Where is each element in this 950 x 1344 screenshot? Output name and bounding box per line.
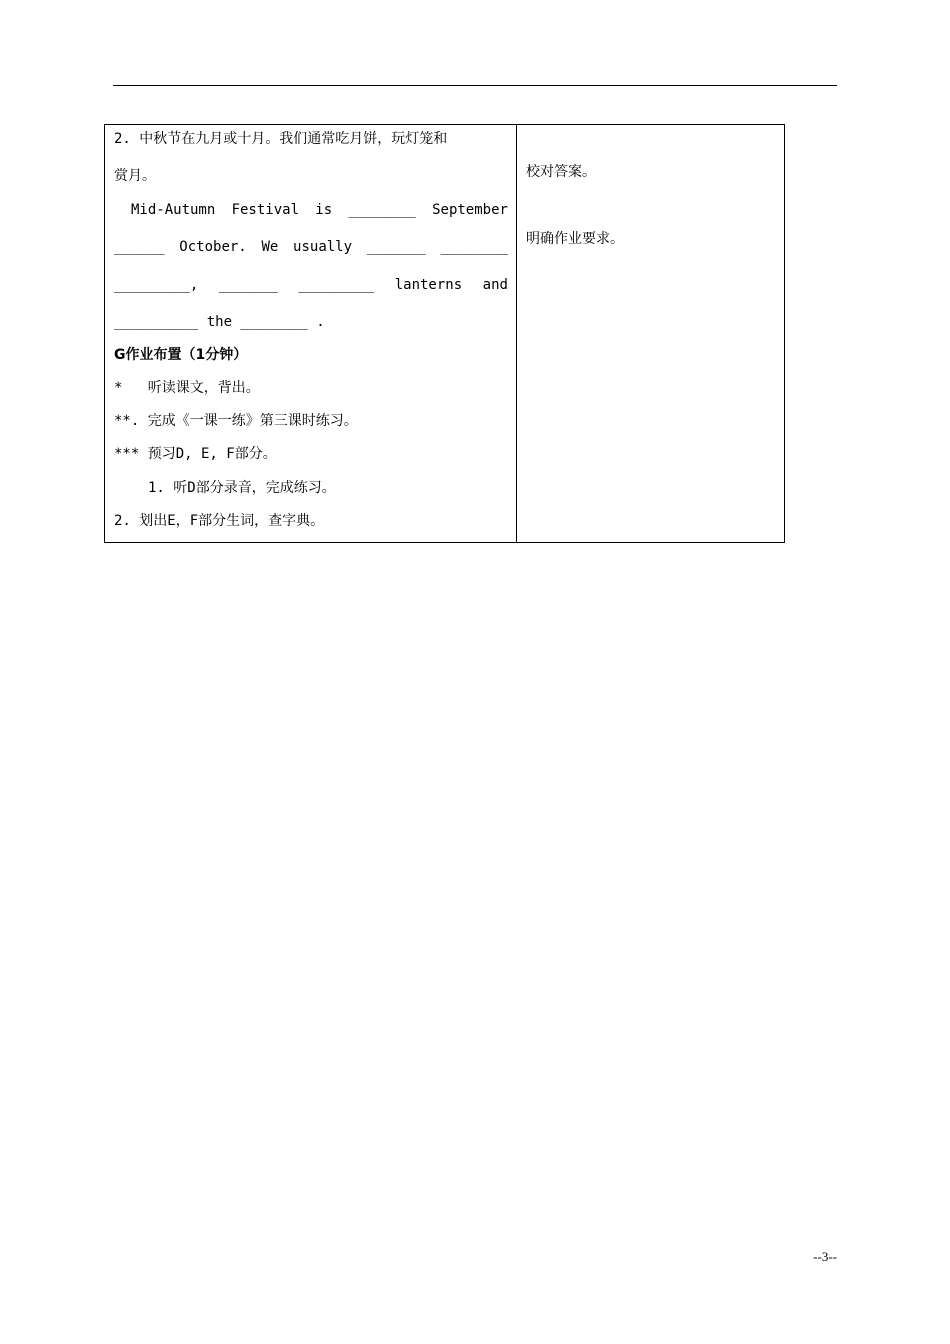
header-rule: [113, 85, 837, 86]
homework-item-3: *** 预习D, E, F部分。: [114, 446, 277, 462]
question-2-english-row-3: _________, _______ _________ lanterns and: [114, 277, 508, 293]
question-2-english-row-4: __________ the ________ .: [114, 314, 325, 330]
homework-item-1: * 听读课文，背出。: [114, 380, 260, 396]
column-divider: [516, 125, 517, 542]
lesson-table: [104, 124, 785, 543]
homework-heading: G作业布置（1分钟）: [114, 347, 248, 363]
homework-item-2: **. 完成《一课一练》第三课时练习。: [114, 413, 358, 429]
homework-item-3-sub-1: 1. 听D部分录音，完成练习。: [148, 480, 336, 496]
clarify-homework-text: 明确作业要求。: [526, 231, 624, 247]
question-2-line-1: 2. 中秋节在九月或十月。我们通常吃月饼，玩灯笼和: [114, 131, 448, 147]
question-2-english-row-2: ______ October. We usually _______ ________: [114, 239, 508, 255]
question-2-english-row-1: Mid-Autumn Festival is ________ September: [131, 202, 508, 218]
page-number: --3--: [813, 1249, 837, 1264]
question-2-line-2: 赏月。: [114, 168, 156, 184]
homework-item-3-sub-2: 2. 划出E，F部分生词，查字典。: [114, 513, 325, 529]
check-answers-text: 校对答案。: [526, 164, 596, 180]
